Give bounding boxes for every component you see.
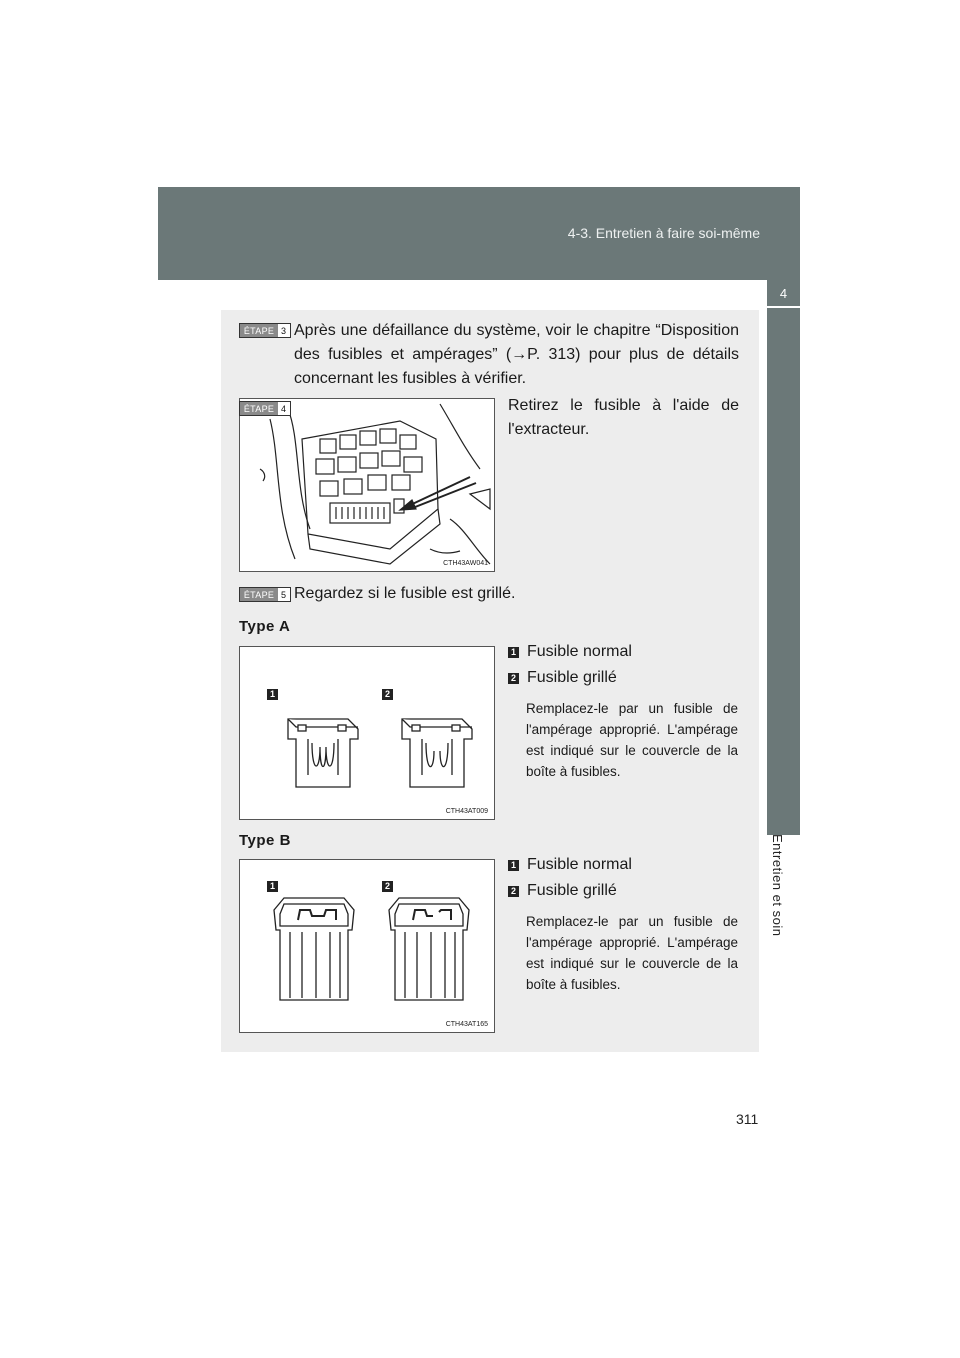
chapter-label <box>764 834 802 1004</box>
type-a-note: Remplacez-le par un fusible de l'ampérage approprié. L'ampérage est indiqué sur le couvercle de la boîte à fusibles. <box>526 701 738 779</box>
figure-marker-2: 2 <box>382 689 393 700</box>
fuse-box-illustration <box>240 399 494 571</box>
legend-label: Fusible grillé <box>527 882 617 899</box>
type-b-fuses-illustration <box>240 860 494 1032</box>
content-panel <box>221 310 759 1052</box>
legend-label: Fusible normal <box>527 856 632 873</box>
figure-marker-2: 2 <box>382 881 393 892</box>
step-3-badge <box>239 323 291 338</box>
figure-code: CTH43AT009 <box>445 808 488 815</box>
legend-marker-2: 2 <box>508 673 519 684</box>
type-b-figure <box>239 859 495 1033</box>
legend-marker-1: 1 <box>508 860 519 871</box>
legend-marker-1: 1 <box>508 647 519 658</box>
step-number: 3 <box>280 326 286 336</box>
step-label: ÉTAPE <box>240 402 278 415</box>
chapter-label-text: Entretien et soin <box>770 834 785 937</box>
fuse-box-figure <box>239 398 495 572</box>
figure-code: CTH43AW041 <box>443 560 488 567</box>
legend-marker-2: 2 <box>508 886 519 897</box>
step-4-text: Retirez le fusible à l'aide de l'extracteur. <box>508 397 739 438</box>
section-title: 4-3. Entretien à faire soi-même <box>567 225 760 241</box>
legend-label: Fusible normal <box>527 643 632 660</box>
step-5-text: Regardez si le fusible est grillé. <box>294 585 516 602</box>
step-4-badge <box>239 401 291 416</box>
chapter-tab <box>767 280 800 835</box>
step-label: ÉTAPE <box>240 324 278 337</box>
step-number: 4 <box>280 404 286 414</box>
header-band <box>158 187 800 280</box>
step-3-text: Après une défaillance du système, voir le chapitre “Disposition des fusibles et ampérages” (→P. 313) pour plus de détails concernant les fusibles à vérifier. <box>294 322 739 387</box>
step-label: ÉTAPE <box>240 588 278 601</box>
page-number: 311 <box>736 1111 759 1127</box>
type-b-heading: Type B <box>239 832 291 849</box>
step-5-badge <box>239 587 291 602</box>
figure-marker-1: 1 <box>267 881 278 892</box>
figure-code: CTH43AT165 <box>445 1021 488 1028</box>
figure-marker-1: 1 <box>267 689 278 700</box>
type-a-heading: Type A <box>239 618 291 635</box>
chapter-number: 4 <box>779 286 788 301</box>
type-a-figure <box>239 646 495 820</box>
type-a-fuses-illustration <box>240 647 494 819</box>
step-number: 5 <box>280 590 286 600</box>
type-b-note: Remplacez-le par un fusible de l'ampérage approprié. L'ampérage est indiqué sur le couvercle de la boîte à fusibles. <box>526 914 738 992</box>
legend-label: Fusible grillé <box>527 669 617 686</box>
